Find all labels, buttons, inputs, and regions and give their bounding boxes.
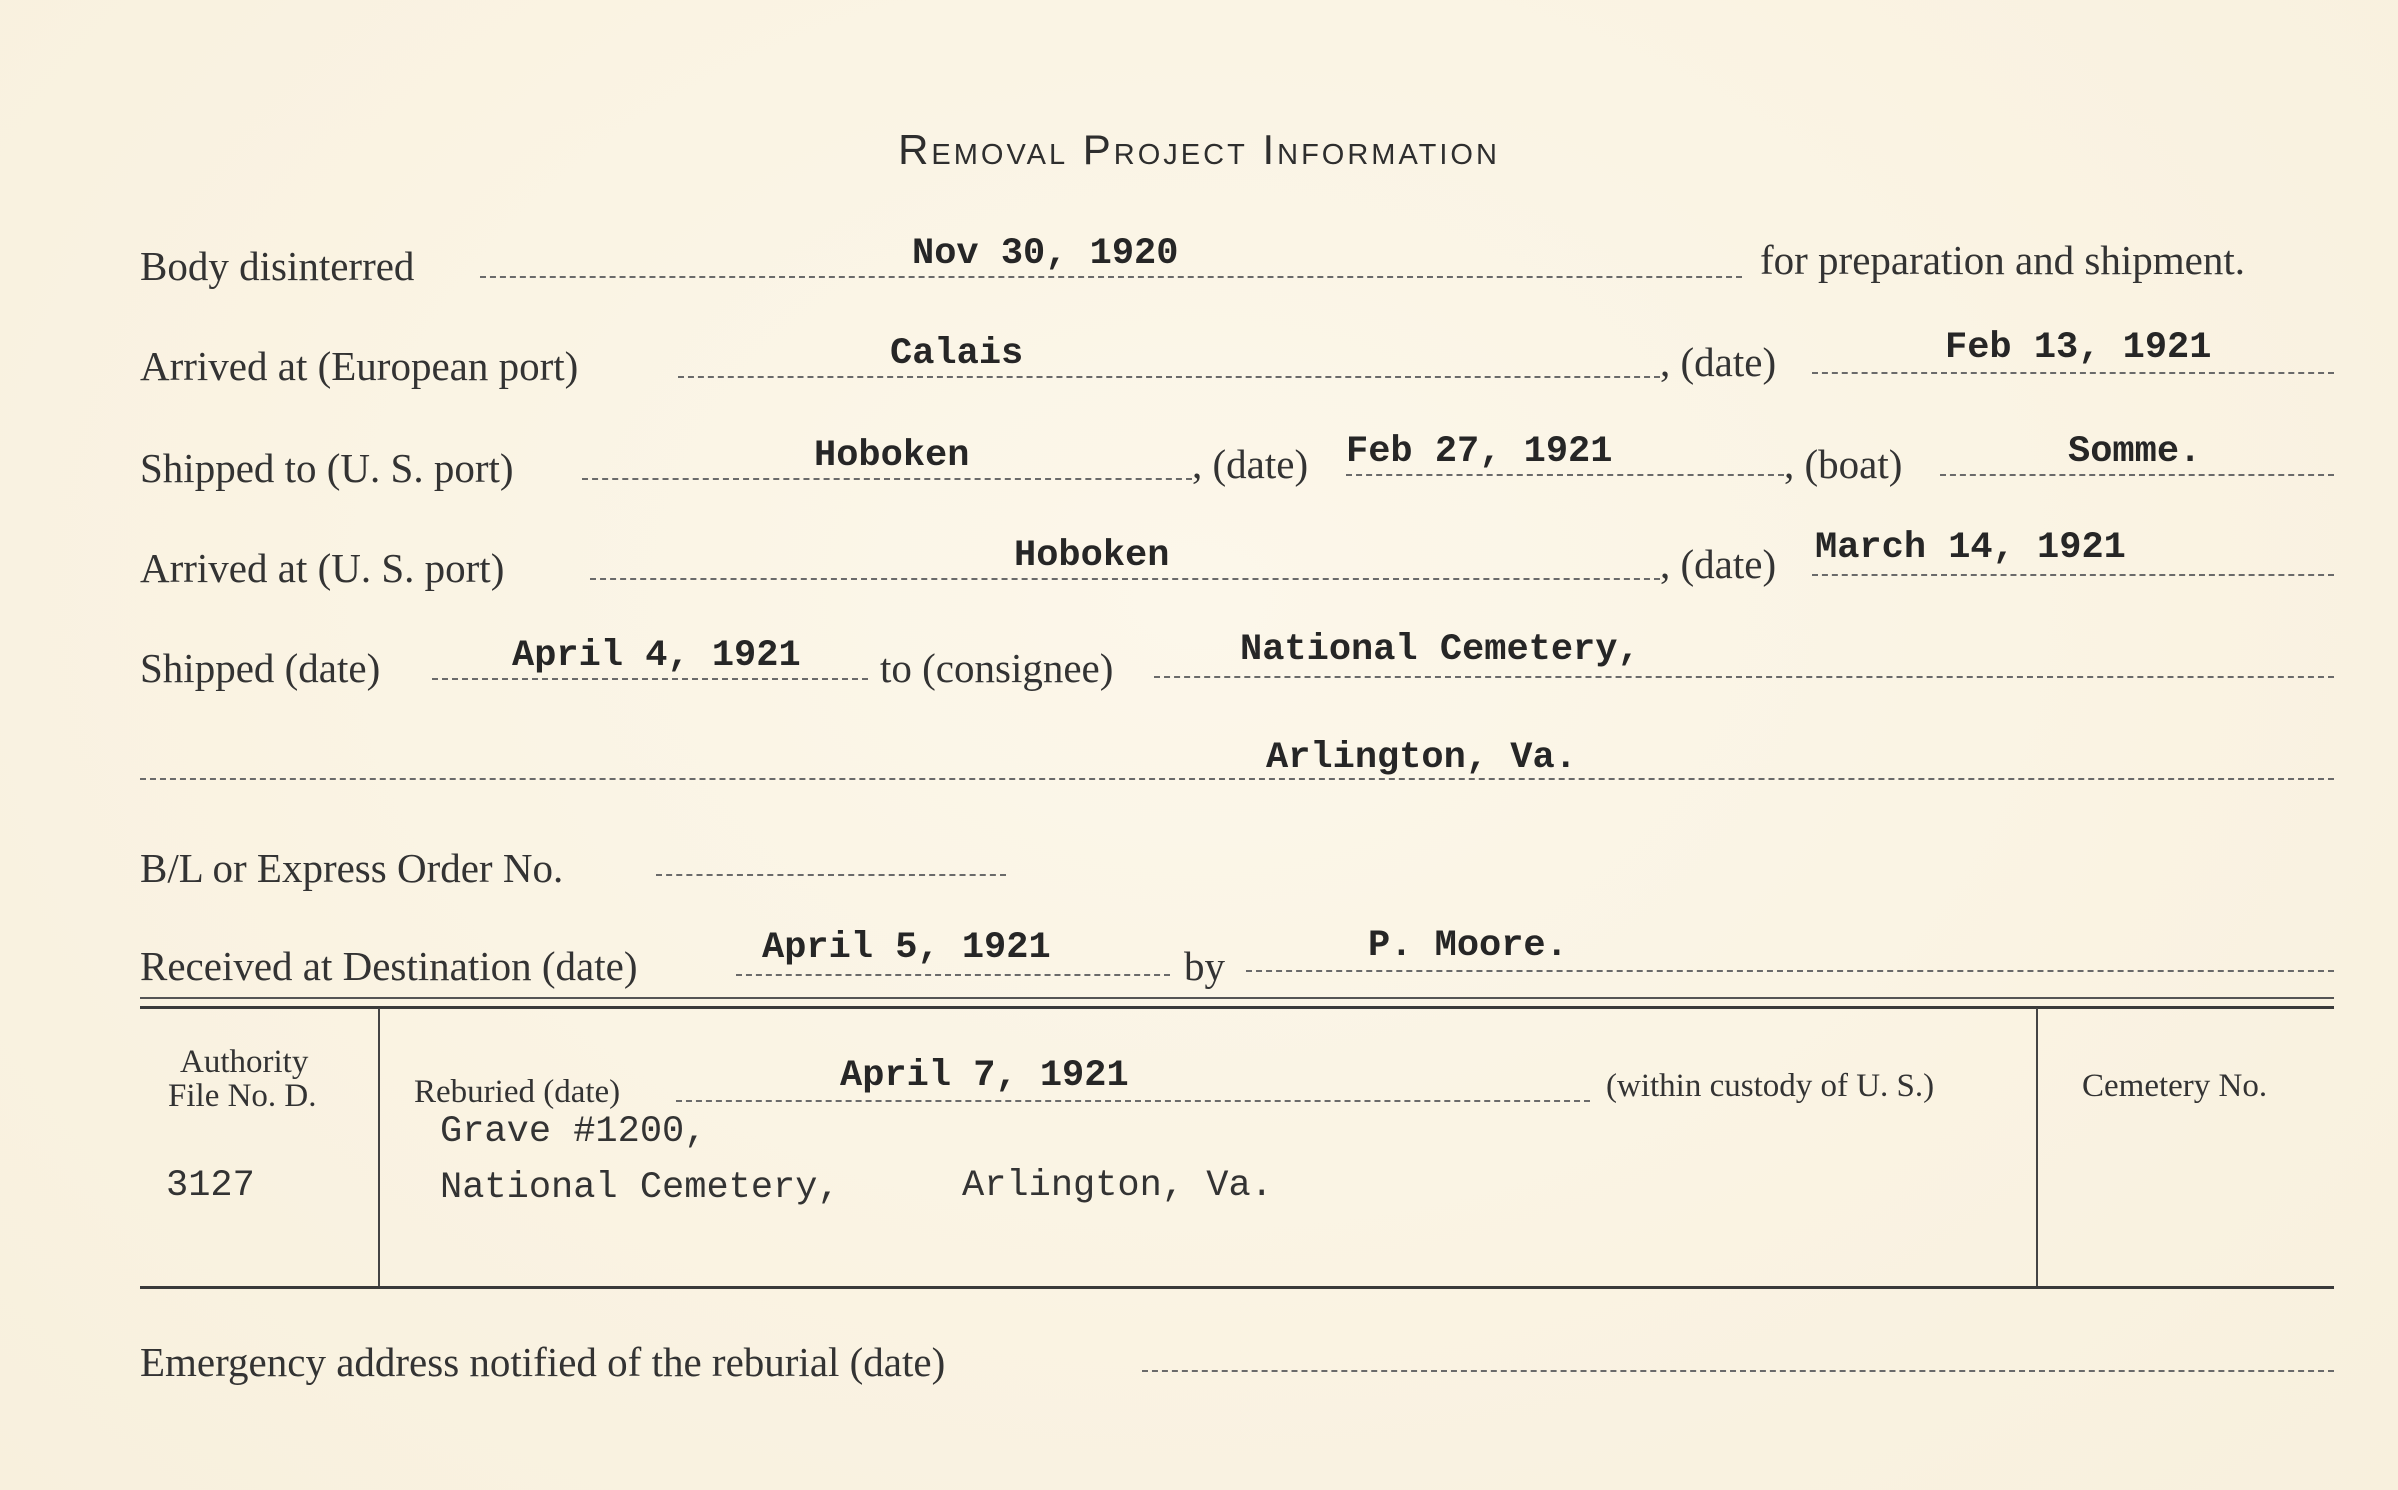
box-top-rule-1 (140, 997, 2334, 999)
reburied-line (676, 1100, 1590, 1102)
consignee-line2: Arlington, Va. (1266, 737, 1577, 779)
arrived-us-label: Arrived at (U. S. port) (140, 545, 505, 591)
disinterred-line (480, 276, 1742, 278)
consignee-label: to (consignee) (880, 645, 1114, 691)
authority-label-1: Authority (180, 1044, 309, 1080)
grave-line2-location: Arlington, Va. (962, 1165, 1273, 1207)
arrived-us-port: Hoboken (1014, 535, 1170, 577)
emergency-label: Emergency address notified of the reburial (date) (140, 1339, 946, 1385)
received-by: P. Moore. (1368, 925, 1568, 967)
emergency-line (1142, 1370, 2334, 1372)
consignee-line1: National Cemetery, (1240, 629, 1640, 671)
shipped-us-date: Feb 27, 1921 (1346, 431, 1613, 473)
grave-line2-cemetery: National Cemetery, (440, 1167, 840, 1209)
received-date: April 5, 1921 (762, 927, 1051, 969)
box-divider-left (378, 1008, 380, 1286)
disinterred-suffix: for preparation and shipment. (1760, 237, 2246, 283)
shipped-us-date-label: , (date) (1192, 441, 1309, 487)
arrived-europe-line (678, 376, 1660, 378)
received-label: Received at Destination (date) (140, 943, 638, 989)
shipped-date-label: Shipped (date) (140, 645, 381, 691)
arrived-us-line (590, 578, 1660, 580)
bl-line (656, 874, 1006, 876)
arrived-europe-port: Calais (890, 333, 1024, 375)
received-by-line (1246, 970, 2334, 972)
arrived-europe-date: Feb 13, 1921 (1945, 327, 2212, 369)
shipped-date: April 4, 1921 (512, 635, 801, 677)
reburied-label: Reburied (date) (414, 1074, 621, 1110)
consignee-line (1154, 676, 2334, 678)
arrived-europe-date-label: , (date) (1660, 339, 1777, 385)
cemetery-no-label: Cemetery No. (2082, 1068, 2268, 1104)
box-bottom-rule (140, 1286, 2334, 1289)
card-title: Removal Project Information (898, 126, 1500, 173)
consignee-continuation-line (140, 778, 2334, 780)
shipped-us-date-line (1346, 474, 1784, 476)
received-by-label: by (1184, 943, 1225, 989)
authority-value: 3127 (166, 1165, 255, 1207)
box-divider-right (2036, 1008, 2038, 1286)
authority-label-2: File No. D. (168, 1078, 317, 1114)
arrived-us-date-label: , (date) (1660, 541, 1777, 587)
shipped-us-label: Shipped to (U. S. port) (140, 445, 514, 491)
shipped-us-boat: Somme. (2068, 431, 2202, 473)
shipped-us-boat-line (1940, 474, 2334, 476)
shipped-us-boat-label: , (boat) (1784, 441, 1903, 487)
disinterred-value: Nov 30, 1920 (912, 233, 1179, 275)
shipped-date-line (432, 678, 868, 680)
arrived-europe-label: Arrived at (European port) (140, 343, 579, 389)
custody-label: (within custody of U. S.) (1606, 1068, 1935, 1104)
box-top-rule-2 (140, 1006, 2334, 1009)
shipped-us-line (582, 478, 1192, 480)
arrived-europe-date-line (1812, 372, 2334, 374)
received-date-line (736, 974, 1170, 976)
disinterred-label: Body disinterred (140, 243, 415, 289)
grave-line1: Grave #1200, (440, 1111, 707, 1153)
shipped-us-port: Hoboken (814, 435, 970, 477)
arrived-us-date: March 14, 1921 (1815, 527, 2126, 569)
bl-label: B/L or Express Order No. (140, 845, 564, 891)
arrived-us-date-line (1812, 574, 2334, 576)
reburied-date: April 7, 1921 (840, 1055, 1129, 1097)
